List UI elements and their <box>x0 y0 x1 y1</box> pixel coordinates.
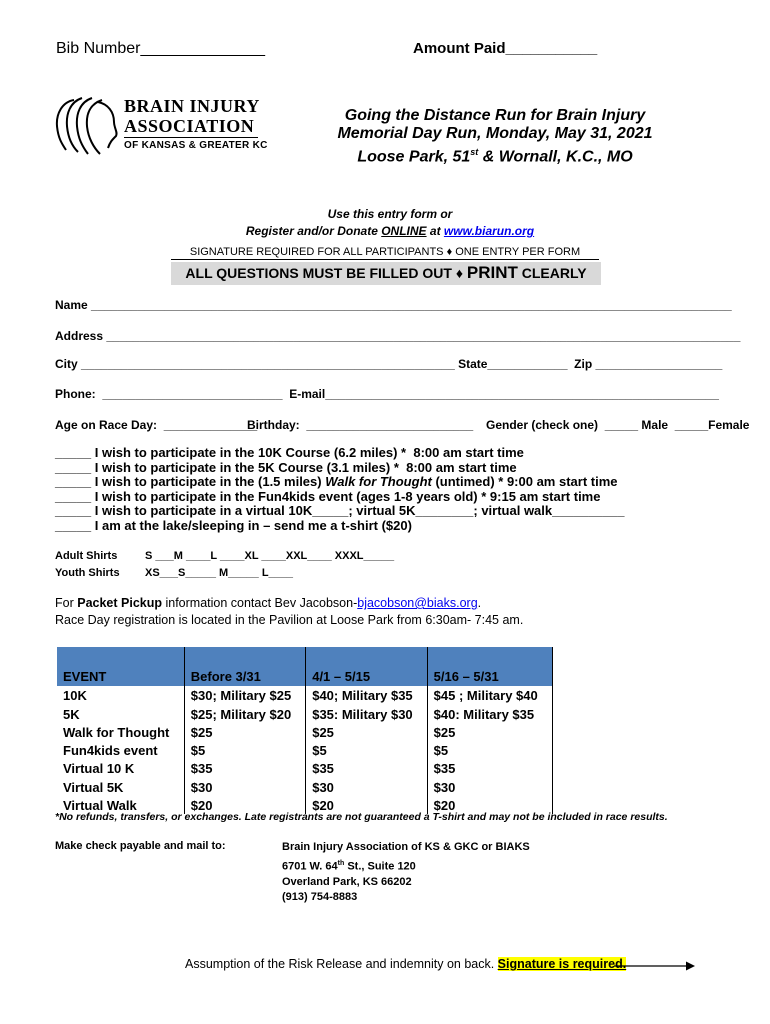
amount-paid-field[interactable]: Amount Paid___________ <box>413 40 598 57</box>
signature-notice: SIGNATURE REQUIRED FOR ALL PARTICIPANTS ♦ ONE ENTRY PER FORM <box>171 246 599 260</box>
event-title-line-3: Loose Park, 51st & Wornall, K.C., MO <box>357 147 633 166</box>
adult-shirt-sizes[interactable]: S ___M ____L ____XL ____XXL____ XXXL_____ <box>145 550 395 562</box>
table-cell: $40: Military $35 <box>427 704 552 722</box>
table-cell: $25 <box>306 723 427 741</box>
table-row <box>57 686 553 704</box>
header-before: Before 3/31 <box>184 647 305 686</box>
option-virtual[interactable]: _____ I wish to participate in a virtual 10K_____; virtual 5K________; virtual walk__________ <box>55 503 625 519</box>
packet-pickup-info: For Packet Pickup information contact Bev Jacobson-bjacobson@biaks.org. <box>55 596 482 610</box>
phone-email-field[interactable]: Phone: ___________________________ E-mail___________________________________________________________ <box>55 387 719 401</box>
mail-line-2: 6701 W. 64th St., Suite 120 <box>282 859 416 873</box>
table-cell: $25; Military $20 <box>184 704 305 722</box>
table-cell: Virtual 5K <box>63 779 124 795</box>
mail-label: Make check payable and mail to: <box>55 840 226 852</box>
gender-field[interactable]: Gender (check one) _____ Male _____Female <box>486 418 750 432</box>
option-walk[interactable]: _____ I wish to participate in the (1.5 miles) Walk for Thought (untimed) * 9:00 am start time <box>55 474 618 490</box>
adult-shirts-label: Adult Shirts <box>55 550 118 562</box>
youth-shirt-sizes[interactable]: XS___S_____ M_____ L____ <box>145 567 294 579</box>
table-cell: $25 <box>427 723 552 741</box>
table-cell: $5 <box>306 741 427 759</box>
table-cell: $30 <box>427 777 552 795</box>
table-cell: $45 ; Military $40 <box>427 686 552 704</box>
refund-note: *No refunds, transfers, or exchanges. Late registrants are not guaranteed a T-shirt and may not be included in race results. <box>55 811 668 823</box>
address-field[interactable]: Address _______________________________________________________________________________________________ <box>55 329 741 343</box>
option-tshirt-only[interactable]: _____ I am at the lake/sleeping in – send me a t-shirt ($20) <box>55 517 412 533</box>
age-field[interactable]: Age on Race Day: ______________ <box>55 418 258 432</box>
option-5k[interactable]: _____ I wish to participate in the 5K Course (3.1 miles) * 8:00 am start time <box>55 459 517 475</box>
name-field[interactable]: Name ________________________________________________________________________________________________ <box>55 298 732 312</box>
race-day-registration: Race Day registration is located in the Pavilion at Loose Park from 6:30am- 7:45 am. <box>55 613 524 627</box>
table-cell: Virtual 10 K <box>63 761 135 777</box>
table-cell: $5 <box>184 741 305 759</box>
table-row <box>57 777 553 795</box>
youth-shirts-label: Youth Shirts <box>55 567 120 579</box>
table-cell: Virtual Walk <box>63 798 137 814</box>
table-cell: 10K <box>63 688 87 704</box>
table-cell: Fun4kids event <box>63 743 158 759</box>
table-cell: $20 <box>184 796 305 814</box>
table-cell: $30; Military $25 <box>184 686 305 704</box>
bib-number-field[interactable]: Bib Number______________ <box>56 40 266 57</box>
table-row <box>57 741 553 759</box>
table-header-row <box>57 647 553 686</box>
right-arrow-icon <box>614 960 696 972</box>
register-line-1: Use this entry form or <box>327 207 453 221</box>
mail-address <box>282 840 530 906</box>
table-row <box>57 759 553 777</box>
table-cell: $35 <box>184 759 305 777</box>
header-mid: 4/1 – 5/15 <box>306 647 427 686</box>
table-cell: $35 <box>306 759 427 777</box>
biarun-link[interactable]: www.biarun.org <box>443 224 535 238</box>
table-cell: $30 <box>184 777 305 795</box>
event-title <box>330 107 660 166</box>
signature-required-highlight: Signature is required. <box>497 957 627 971</box>
table-cell: $20 <box>427 796 552 814</box>
option-fun4kids[interactable]: _____ I wish to participate in the Fun4kids event (ages 1-8 years old) * 9:15 am start time <box>55 488 601 504</box>
table-cell: Walk for Thought <box>63 724 170 740</box>
header-event: EVENT <box>57 647 184 686</box>
all-questions-notice: ALL QUESTIONS MUST BE FILLED OUT ♦ PRINT CLEARLY <box>171 262 601 285</box>
table-cell: $20 <box>306 796 427 814</box>
register-block <box>200 206 580 240</box>
table-cell: $35 <box>427 759 552 777</box>
table-cell: 5K <box>63 706 80 722</box>
head-profile-logo-icon <box>52 92 124 162</box>
logo-divider <box>124 137 258 138</box>
email-link[interactable]: bjacobson@biaks.org <box>357 596 478 610</box>
header-late: 5/16 – 5/31 <box>427 647 552 686</box>
event-title-line-2: Memorial Day Run, Monday, May 31, 2021 <box>337 125 653 142</box>
table-row <box>57 704 553 722</box>
footer-note: Assumption of the Risk Release and indemnity on back. Signature is required. <box>185 957 627 971</box>
table-cell: $35: Military $30 <box>306 704 427 722</box>
table-cell: $30 <box>306 777 427 795</box>
table-cell: $25 <box>184 723 305 741</box>
city-state-zip-field[interactable]: City ________________________________________________________ State____________ Zip ___________________ <box>55 357 723 371</box>
mail-line-4: (913) 754-8883 <box>282 891 358 904</box>
register-line-2: Register and/or Donate ONLINE at www.biarun.org <box>245 224 535 238</box>
table-row <box>57 723 553 741</box>
participation-options <box>55 446 624 534</box>
option-10k[interactable]: _____ I wish to participate in the 10K Course (6.2 miles) * 8:00 am start time <box>55 445 524 460</box>
logo-line-2: ASSOCIATION <box>124 116 255 136</box>
birthday-field[interactable]: Birthday: _________________________ <box>247 418 474 432</box>
fee-table <box>57 647 553 814</box>
table-cell: $5 <box>427 741 552 759</box>
mail-line-1: Brain Injury Association of KS & GKC or BIAKS <box>282 841 530 853</box>
logo-line-3: OF KANSAS & GREATER KC <box>124 140 268 151</box>
event-title-line-1: Going the Distance Run for Brain Injury <box>344 107 646 124</box>
mail-line-3: Overland Park, KS 66202 <box>282 875 412 888</box>
table-cell: $40; Military $35 <box>306 686 427 704</box>
logo-line-1: BRAIN INJURY <box>124 96 260 116</box>
logo <box>52 92 272 162</box>
